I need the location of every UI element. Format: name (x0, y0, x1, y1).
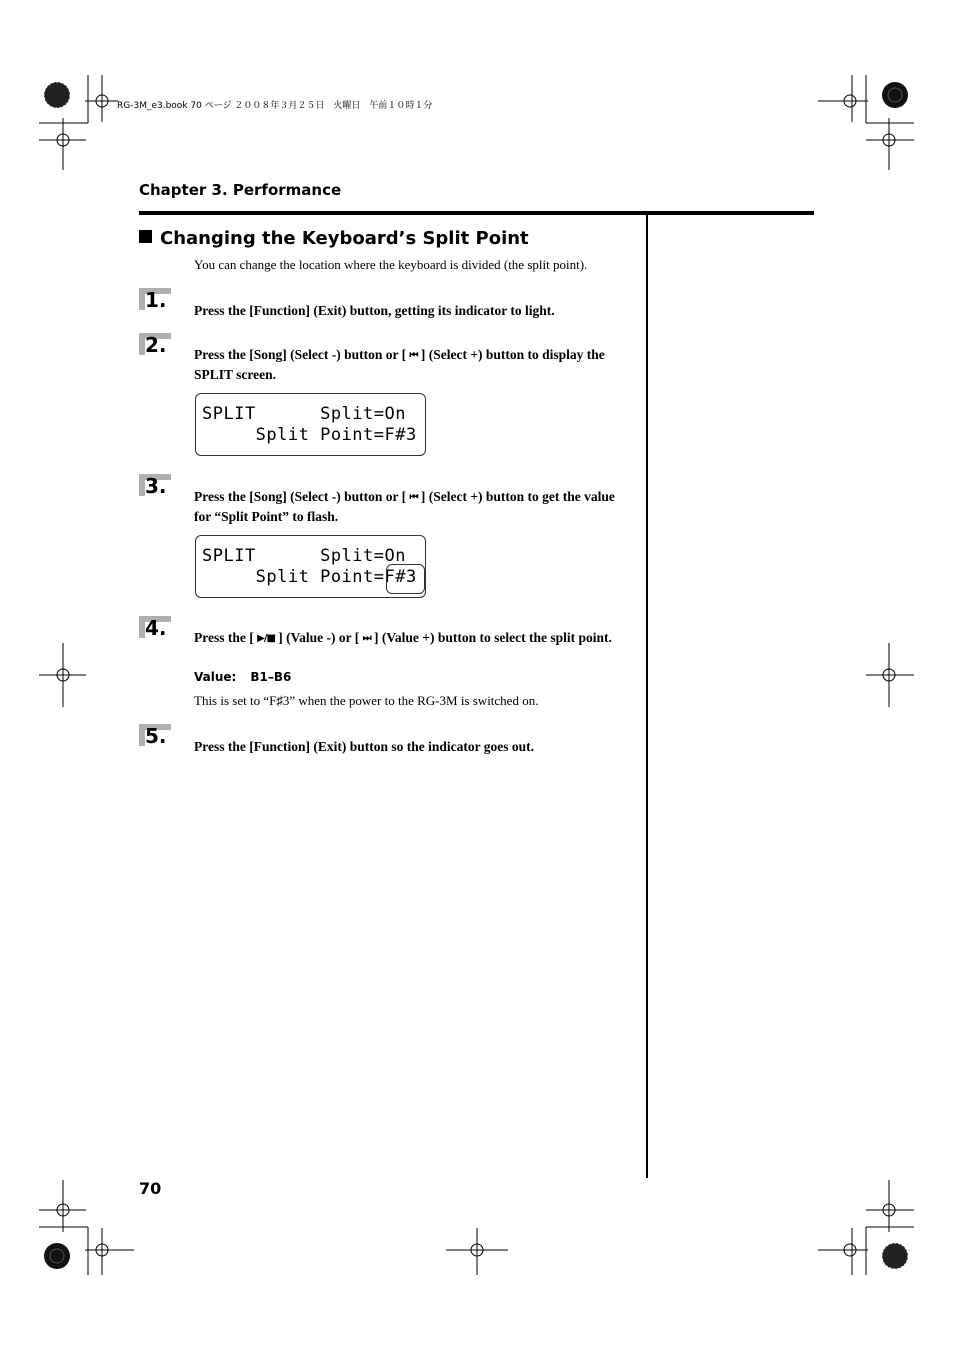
column-divider (646, 215, 648, 1178)
lcd-screen-flashing (195, 535, 426, 598)
step-number-label: 4. (145, 616, 167, 640)
step-text-b: ] (Value -) or [ (278, 630, 360, 645)
step-text-a: Press the [Function] (Exit) button, getting its indicator to light. (194, 303, 555, 318)
step-text-a: Press the [Song] (Select -) button or [ (194, 489, 407, 504)
print-header: RG-3M_e3.book 70 ページ ２００８年３月２５日 火曜日 午前１０時１分 (117, 101, 433, 111)
step-number (139, 288, 171, 314)
value-range-text: B1–B6 (250, 670, 292, 684)
step-number (139, 474, 171, 500)
flashing-value-highlight (386, 564, 425, 594)
step-number (139, 333, 171, 359)
intro-text: You can change the location where the keyboard is divided (the split point). (194, 257, 588, 272)
step-number (139, 724, 171, 750)
lcd-line-2: Split Point=F#3 (202, 425, 417, 445)
step-text-b: ] (Select +) button to display the SPLIT screen. (194, 347, 605, 382)
section-title (139, 228, 529, 249)
skip-back-icon: ⏮ (409, 350, 418, 361)
value-range (194, 670, 291, 684)
step-number-label: 2. (145, 333, 167, 357)
step-number (139, 616, 171, 642)
skip-back-icon: ⏮ (409, 492, 418, 503)
play-stop-icon: ▶/■ (257, 633, 275, 644)
step-number-label: 5. (145, 724, 167, 748)
step-text-a: Press the [ (194, 630, 254, 645)
step-number-label: 3. (145, 474, 167, 498)
step-text-b: ] (Select +) button to get the value for “Split Point” to flash. (194, 489, 615, 524)
default-value-note: This is set to “F♯3” when the power to the RG-3M is switched on. (194, 693, 539, 708)
lcd-line-1: SPLIT Split=On (202, 404, 406, 424)
step-text-c: ] (Value +) button to select the split point. (374, 630, 612, 645)
step-text-a: Press the [Function] (Exit) button so the indicator goes out. (194, 739, 534, 754)
step-text-a: Press the [Song] (Select -) button or [ (194, 347, 407, 362)
lcd-screen (195, 393, 426, 456)
step-number-label: 1. (145, 288, 167, 312)
step-text (194, 737, 626, 756)
step-text (194, 345, 626, 384)
lcd-line-1: SPLIT Split=On (202, 546, 406, 566)
chapter-heading: Chapter 3. Performance (139, 181, 342, 199)
lcd-line-2: Split Point=F#3 (202, 567, 417, 587)
page-number: 70 (139, 1179, 162, 1198)
section-title-text: Changing the Keyboard’s Split Point (160, 228, 529, 249)
chapter-rule (139, 211, 814, 215)
value-label: Value: (194, 670, 237, 684)
step-text (194, 628, 626, 648)
step-text (194, 487, 626, 526)
step-text (194, 301, 626, 320)
skip-forward-icon: ⏭ (362, 633, 371, 644)
square-bullet-icon (139, 230, 152, 243)
